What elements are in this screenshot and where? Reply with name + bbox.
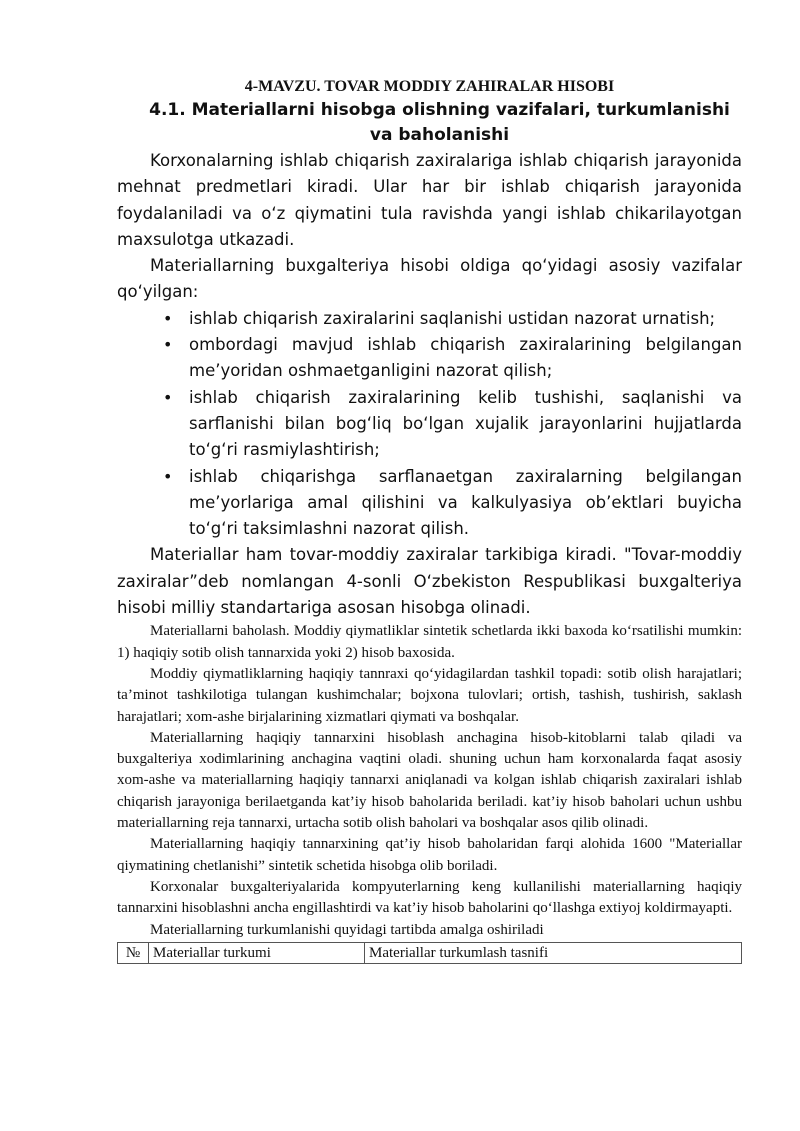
list-item: • ishlab chiqarish zaxiralarini saqlanishi ustidan nazorat urnatish; xyxy=(117,306,742,332)
paragraph-2: Materiallarning buxgalteriya hisobi oldiga qo‘yidagi asosiy vazifalar qo‘yilgan: xyxy=(117,256,742,302)
paragraph-8: Korxonalar buxgalteriyalarida kompyuterlarning keng kullanilishi materiallarning haqiqiy tannarxini hisoblashni ancha engillashtirdi va kat’iy hisob baholarini qo‘llashga extiyoj koldirmayapti. xyxy=(117,878,742,917)
document-page xyxy=(117,76,742,964)
paragraph-4: Materiallarni baholash. Moddiy qiymatliklar sintetik schetlarda ikki baxoda ko‘rsatilishi mumkin: 1) haqiqiy sotib olish tannarxida yoki 2) hisob baxosida. xyxy=(117,623,742,661)
section-heading: 4.1. Materiallarni hisobga olishning vazifalari, turkumlanishi va baholanishi xyxy=(149,100,730,145)
classification-table xyxy=(117,942,742,964)
paragraph-9: Materiallarning turkumlanishi quyidagi tartibda amalga oshiriladi xyxy=(150,921,544,938)
list-item: • ishlab chiqarish zaxiralarining kelib tushishi, saqlanishi va sarflanishi bilan bog‘liq bo‘lgan xujalik jarayonlarini hujjatlarda to‘g‘ri rasmiylashtirish; xyxy=(117,385,742,464)
paragraph-1: Korxonalarning ishlab chiqarish zaxiralariga ishlab chiqarish jarayonida mehnat predmetlari kiradi. Ular har bir ishlab chiqarish jarayonida foydalaniladi va o‘z qiymatini tula ravishda yangi ishlab chikarilayotgan maxsulotga utkazadi. xyxy=(117,151,742,249)
task-list xyxy=(117,306,742,543)
table-header-number: № xyxy=(118,942,149,963)
paragraph-7: Materiallarning haqiqiy tannarxining qat’iy hisob baholaridan farqi alohida 1600 "Materiallar qiymatining chetlanishi” sintetik schetida hisobga olib boriladi. xyxy=(117,836,742,874)
list-item: • ishlab chiqarishga sarflanaetgan zaxiralarning belgilangan me’yorlariga amal qilishini va kalkulyasiya ob’ektlari buyicha to‘g‘ri taksimlashni nazorat qilish. xyxy=(117,464,742,543)
table-header-category: Materiallar turkumi xyxy=(149,942,365,963)
paragraph-5: Moddiy qiymatliklarning haqiqiy tannraxi qo‘yidagilardan tashkil topadi: sotib olish harajatlari; ta’minot tashkilotiga tulangan kushimchalar; bojxona tulovlari; ortish, tashish, tushirish, saklash harajatlari; xom-ashe birjalarining xizmatlari qiymati va boshqalar. xyxy=(117,665,742,725)
list-item: • ombordagi mavjud ishlab chiqarish zaxiralarining belgilangan me’yoridan oshmaetganligini nazorat qilish; xyxy=(117,332,742,385)
table-header-classification: Materiallar turkumlash tasnifi xyxy=(365,942,742,963)
chapter-heading: 4-MAVZU. TOVAR MODDIY ZAHIRALAR HISOBI xyxy=(244,78,615,95)
table-header-row xyxy=(118,942,742,963)
paragraph-3: Materiallar ham tovar-moddiy zaxiralar tarkibiga kiradi. "Tovar-moddiy zaxiralar”deb nomlangan 4-sonli O‘zbekiston Respublikasi buxgalteriya hisobi milliy standartariga asosan hisobga olinadi. xyxy=(117,545,742,618)
paragraph-6: Materiallarning haqiqiy tannarxini hisoblash anchagina hisob-kitoblarni talab qiladi va buxgalteriya xodimlarining anchagina vaqtini oladi. shuning uchun ham korxonalarda faqat asosiy xom-ashe va materiallarning haqiqiy tannarxi aniqlanadi va kolgan ishlab chiqarish zaxiralari ishlab chiqarish jarayoniga berilaetganda kat’iy hisob baholarida beriladi. kat’iy hisob baholari uchun ushbu materiallarning reja tannarxi, urtacha sotib olish baholari va boshqalar asos qilib olinadi. xyxy=(117,729,742,832)
